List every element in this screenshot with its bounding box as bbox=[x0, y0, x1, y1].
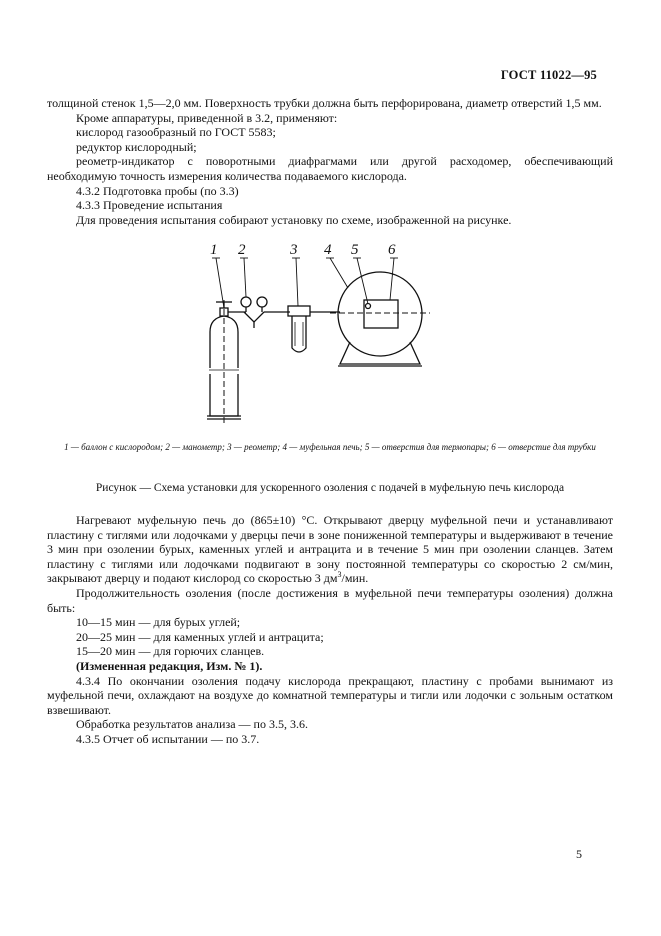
page-number: 5 bbox=[576, 847, 582, 861]
list-item: 10—15 мин — для бурых углей; bbox=[76, 615, 241, 630]
bottom-text-block bbox=[47, 513, 613, 747]
section-heading: 4.3.3 Проведение испытания bbox=[76, 198, 223, 213]
figure-label-3: 3 bbox=[290, 242, 298, 258]
superscript: 3 bbox=[337, 570, 342, 580]
list-item: 15—20 мин — для горючих сланцев. bbox=[76, 644, 265, 659]
figure-label-1: 1 bbox=[210, 242, 218, 258]
paragraph: реометр-индикатор с поворотными диафрагмами или другой расходомер, обеспечивающий необходимую точность измерения количества подаваемого кислорода. bbox=[47, 154, 613, 183]
paragraph-tail: /мин. bbox=[341, 571, 369, 586]
figure-label-6: 6 bbox=[388, 242, 396, 258]
figure-title: Рисунок — Схема установки для ускоренного озоления с подачей в муфельную печь кислорода bbox=[95, 482, 565, 494]
paragraph: Кроме аппаратуры, приведенной в 3.2, применяют: bbox=[76, 110, 338, 125]
apparatus-diagram bbox=[180, 238, 480, 433]
paragraph-text: Нагревают муфельную печь до (865±10) °С. Открывают дверцу муфельной печи и устанавливают пластину с тиглями или лодочками у дверцы печи в зоне пониженной температуры и выдерживают в течение 3 мин при озолении бурых, каменных углей и антрацита и в течение 5 мин при озолении сланцев. Затем пластину с тиглями или лодочками подвигают в зону постоянной температуры со скоростью 2 см/мин, закрывают дверцу и подают кислород со скоростью 3 дм bbox=[47, 513, 613, 586]
paragraph: кислород газообразный по ГОСТ 5583; bbox=[76, 125, 276, 140]
figure-label-4: 4 bbox=[324, 242, 332, 258]
paragraph: Продолжительность озоления (после достижения в муфельной печи температуры озоления) должна быть: bbox=[47, 585, 613, 615]
figure-label-5: 5 bbox=[351, 242, 359, 258]
paragraph: 4.3.5 Отчет об испытании — по 3.7. bbox=[76, 731, 260, 746]
paragraph: Для проведения испытания собирают установку по схеме, изображенной на рисунке. bbox=[76, 212, 512, 227]
paragraph bbox=[47, 513, 613, 586]
paragraph: 4.3.4 По окончании озоления подачу кислорода прекращают, пластину с пробами вынимают из муфельной печи, охлаждают на воздухе до комнатной температуры и тигли или лодочки с зольным остатком взвешивают. bbox=[47, 673, 613, 717]
section-heading: 4.3.2 Подготовка пробы (по 3.3) bbox=[76, 183, 239, 198]
paragraph: Обработка результатов анализа — по 3.5, 3.6. bbox=[76, 717, 308, 732]
apparatus-diagram-svg bbox=[180, 238, 480, 428]
paragraph: редуктор кислородный; bbox=[76, 139, 197, 154]
figure-label-2: 2 bbox=[238, 242, 246, 258]
paragraph: толщиной стенок 1,5—2,0 мм. Поверхность трубки должна быть перфорирована, диаметр отверстий 1,5 мм. bbox=[47, 96, 602, 110]
amendment-note: (Измененная редакция, Изм. № 1). bbox=[76, 658, 263, 673]
document-header: ГОСТ 11022—95 bbox=[500, 68, 597, 82]
figure-legend: 1 — баллон с кислородом; 2 — манометр; 3 — реометр; 4 — муфельная печь; 5 — отверстия для термопары; 6 — отверстие для трубки bbox=[64, 442, 596, 452]
top-text-block bbox=[47, 96, 613, 227]
list-item: 20—25 мин — для каменных углей и антрацита; bbox=[76, 629, 324, 644]
